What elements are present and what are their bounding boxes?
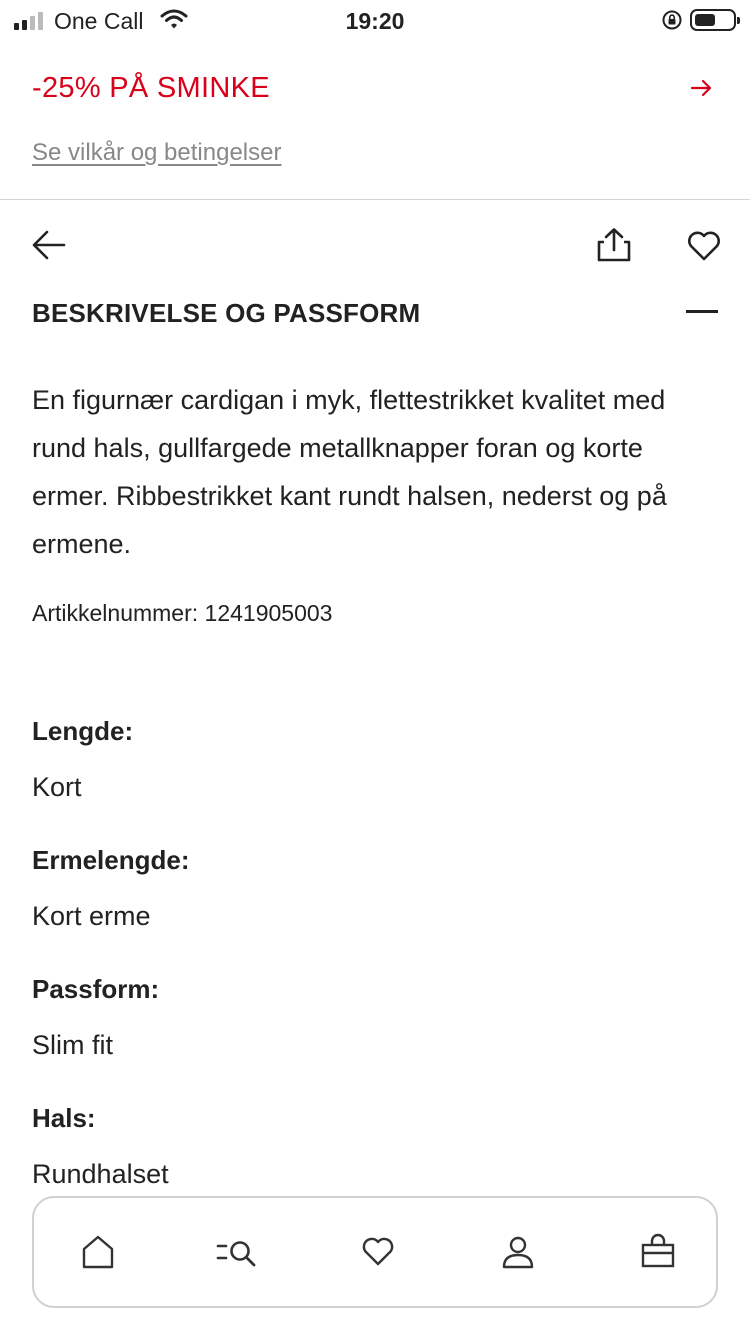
carrier-name: One Call <box>54 8 144 34</box>
search-menu-icon <box>216 1232 264 1272</box>
attribute-label-sleeve-length: Ermelengde: <box>32 845 190 875</box>
tab-search[interactable] <box>216 1232 264 1272</box>
minus-icon <box>686 310 718 313</box>
arrow-right-icon[interactable] <box>690 78 714 103</box>
shopping-bag-icon <box>638 1232 678 1272</box>
bottom-tab-bar <box>32 1196 718 1308</box>
share-icon <box>594 226 634 266</box>
attribute-value-length: Kort <box>32 772 82 802</box>
tab-shopping-bag[interactable] <box>638 1232 678 1272</box>
status-bar <box>0 0 750 42</box>
back-button[interactable] <box>30 226 70 266</box>
rotation-lock-icon <box>661 9 683 36</box>
attribute-label-fit: Passform: <box>32 974 160 1004</box>
favorite-button[interactable] <box>684 226 724 266</box>
attribute-label-neck: Hals: <box>32 1103 96 1133</box>
article-number: Artikkelnummer: 1241905003 <box>32 600 333 626</box>
collapse-button[interactable] <box>684 300 720 324</box>
share-button[interactable] <box>594 226 634 266</box>
tab-favorites[interactable] <box>358 1232 398 1272</box>
battery-icon <box>690 9 736 31</box>
terms-link[interactable]: Se vilkår og betingelser <box>32 139 282 166</box>
attribute-value-neck: Rundhalset <box>32 1159 169 1189</box>
product-description: En figurnær cardigan i myk, flettestrikket kvalitet med rund hals, gullfargede metallknapper foran og korte ermer. Ribbestrikket kant rundt halsen, nederst og på ermene. <box>32 385 667 559</box>
divider <box>0 199 750 200</box>
heart-icon <box>684 226 724 266</box>
user-icon <box>498 1232 538 1272</box>
home-icon <box>78 1232 118 1272</box>
attribute-value-fit: Slim fit <box>32 1030 113 1060</box>
attribute-value-sleeve-length: Kort erme <box>32 901 151 931</box>
promo-title[interactable]: -25% PÅ SMINKE <box>32 72 270 104</box>
heart-icon <box>358 1232 398 1272</box>
attribute-label-length: Lengde: <box>32 716 134 746</box>
tab-account[interactable] <box>498 1232 538 1272</box>
arrow-left-icon <box>30 226 70 266</box>
status-time: 19:20 <box>345 8 405 34</box>
section-title: BESKRIVELSE OG PASSFORM <box>32 298 421 328</box>
tab-home[interactable] <box>78 1232 118 1272</box>
